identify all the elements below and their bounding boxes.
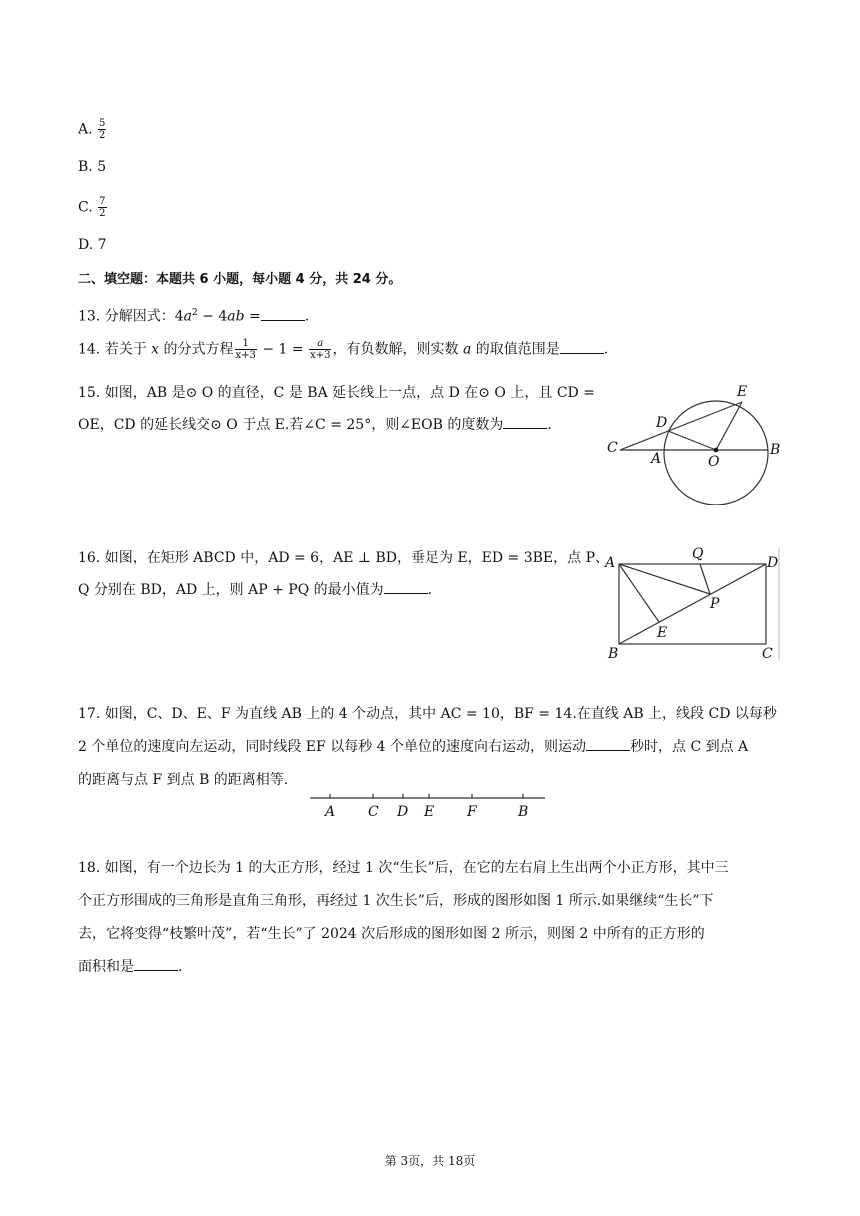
- q17-label-a: A: [325, 804, 336, 820]
- q15-line-2: [78, 415, 552, 435]
- q17-label-d: D: [397, 804, 409, 820]
- q16-line-2: [78, 580, 432, 600]
- question-14: [78, 338, 608, 361]
- q16-answer-blank[interactable]: [384, 581, 428, 594]
- q18-line-4-text: 面积和是: [78, 959, 134, 975]
- q17-label-f: F: [467, 804, 477, 820]
- q15-end: .: [547, 417, 552, 433]
- q16-label-a: A: [605, 555, 616, 571]
- q15-point-o: [714, 448, 719, 453]
- option-a-denominator: 2: [99, 130, 106, 141]
- option-c-label: C.: [78, 199, 93, 216]
- q14-frac2-num: a: [309, 338, 331, 350]
- q14-post2: 的取值范围是: [471, 341, 560, 358]
- option-a-label: A.: [78, 121, 93, 138]
- option-c: [78, 196, 108, 219]
- q18-line-4: [78, 957, 182, 977]
- q15-line-do: [668, 431, 716, 450]
- q14-var-a: a: [462, 341, 472, 358]
- question-13: [78, 303, 309, 327]
- option-b: B. 5: [78, 159, 107, 175]
- q14-end: .: [603, 341, 609, 358]
- q15-answer-blank[interactable]: [503, 416, 547, 429]
- q15-label-o: O: [708, 454, 720, 470]
- q17-label-e: E: [424, 804, 435, 820]
- q16-label-q: Q: [692, 546, 704, 562]
- option-c-fraction: [98, 196, 106, 219]
- q14-answer-blank[interactable]: [560, 341, 604, 354]
- q15-label-b: B: [770, 442, 781, 458]
- q15-label-a: A: [651, 451, 662, 467]
- q17-line-1: 17. 如图，C、D、E、F 为直线 AB 上的 4 个动点，其中 AC = 10，BF = 14.在直线 AB 上，线段 CD 以每秒: [78, 706, 777, 722]
- q16-line-ae: [619, 564, 659, 622]
- q18-line-1: 18. 如图，有一个边长为 1 的大正方形，经过 1 次“生长”后，在它的左右肩上生出两个小正方形，其中三: [78, 860, 729, 876]
- q17-label-c: C: [368, 804, 379, 820]
- q17-line-2: [78, 737, 748, 757]
- q16-end: .: [427, 582, 433, 598]
- q15-line-2-text: OE，CD 的延长线交⊙ O 于点 E.若∠C = 25°，则∠EOB 的度数为: [78, 417, 504, 433]
- q16-label-p: P: [710, 596, 720, 612]
- q13-var-a: a: [183, 308, 192, 325]
- q14-mid: 的分式方程: [159, 341, 234, 358]
- q15-line-ce: [620, 402, 742, 450]
- q17-number-line: [305, 788, 550, 822]
- q15-label-c: C: [607, 440, 618, 456]
- q15-label-d: D: [656, 415, 668, 431]
- q18-answer-blank[interactable]: [134, 958, 178, 971]
- q18-line-3: 去，它将变得“枝繁叶茂”，若“生长”了 2024 次后形成的图形如图 2 所示，则图 2 中所有的正方形的: [78, 926, 705, 942]
- option-c-numerator: 7: [99, 196, 106, 207]
- q18-end: .: [178, 959, 183, 975]
- page-footer: 第 3页，共 18页: [384, 1154, 476, 1168]
- q16-figure: [600, 540, 790, 665]
- q17-answer-blank[interactable]: [586, 738, 630, 751]
- q13-answer-blank[interactable]: [261, 308, 305, 321]
- q16-line-1: 16. 如图，在矩形 ABCD 中，AD = 6，AE ⊥ BD，垂足为 E，ED = 3BE，点 P、: [78, 550, 610, 566]
- q14-frac2-den: x+3: [310, 350, 331, 361]
- q17-line-3: 的距离与点 F 到点 B 的距离相等.: [78, 772, 289, 788]
- q14-frac1-num: 1: [235, 338, 257, 350]
- option-d: D. 7: [78, 237, 107, 253]
- q13-text-b: − 4: [197, 308, 228, 325]
- q13-text-c: =: [244, 308, 261, 325]
- option-a-numerator: 5: [99, 118, 106, 129]
- option-a: [78, 118, 107, 141]
- q16-line-pq: [700, 564, 710, 594]
- section-title: 二、填空题：本题共 6 小题，每小题 4 分，共 24 分。: [78, 272, 402, 287]
- q16-label-b: B: [608, 646, 619, 662]
- q14-var-x: x: [151, 341, 160, 358]
- q16-line-2-text: Q 分别在 BD，AD 上，则 AP + PQ 的最小值为: [78, 582, 384, 598]
- q17-label-b: B: [518, 804, 529, 820]
- q15-circle: [664, 401, 768, 505]
- q14-eq: − 1 =: [257, 341, 309, 358]
- q15-figure: [600, 380, 790, 505]
- option-a-fraction: [98, 118, 106, 141]
- q16-label-c: C: [762, 646, 773, 662]
- q14-pre: 14. 若关于: [78, 341, 152, 358]
- q16-label-d: D: [767, 555, 779, 571]
- q16-line-ap: [619, 564, 710, 594]
- option-c-denominator: 2: [99, 208, 106, 219]
- q15-label-e: E: [737, 384, 748, 400]
- q16-diagonal-bd: [619, 564, 766, 644]
- q14-frac1-den: x+3: [235, 350, 256, 361]
- q14-fraction-1: [235, 338, 257, 361]
- q14-post: ，有负数解，则实数: [332, 341, 463, 358]
- q13-exponent: 2: [191, 308, 198, 318]
- q13-end: .: [304, 308, 310, 325]
- q17-line-2a: 2 个单位的速度向左运动，同时线段 EF 以每秒 4 个单位的速度向右运动，则运动: [78, 739, 586, 755]
- q17-line-2b: 秒时，点 C 到点 A: [630, 739, 749, 755]
- q15-line-eo: [716, 402, 742, 450]
- q18-line-2: 个正方形围成的三角形是直角三角形，再经过 1 次生长”后，形成的图形如图 1 所示.如果继续“生长”下: [78, 893, 714, 909]
- q14-fraction-2: [309, 338, 331, 361]
- q15-line-1: 15. 如图，AB 是⊙ O 的直径，C 是 BA 延长线上一点，点 D 在⊙ O 上，且 CD =: [78, 385, 595, 401]
- q13-text-a: 13. 分解因式：4: [78, 308, 184, 325]
- q16-label-e: E: [657, 625, 668, 641]
- q13-var-ab: ab: [227, 308, 245, 325]
